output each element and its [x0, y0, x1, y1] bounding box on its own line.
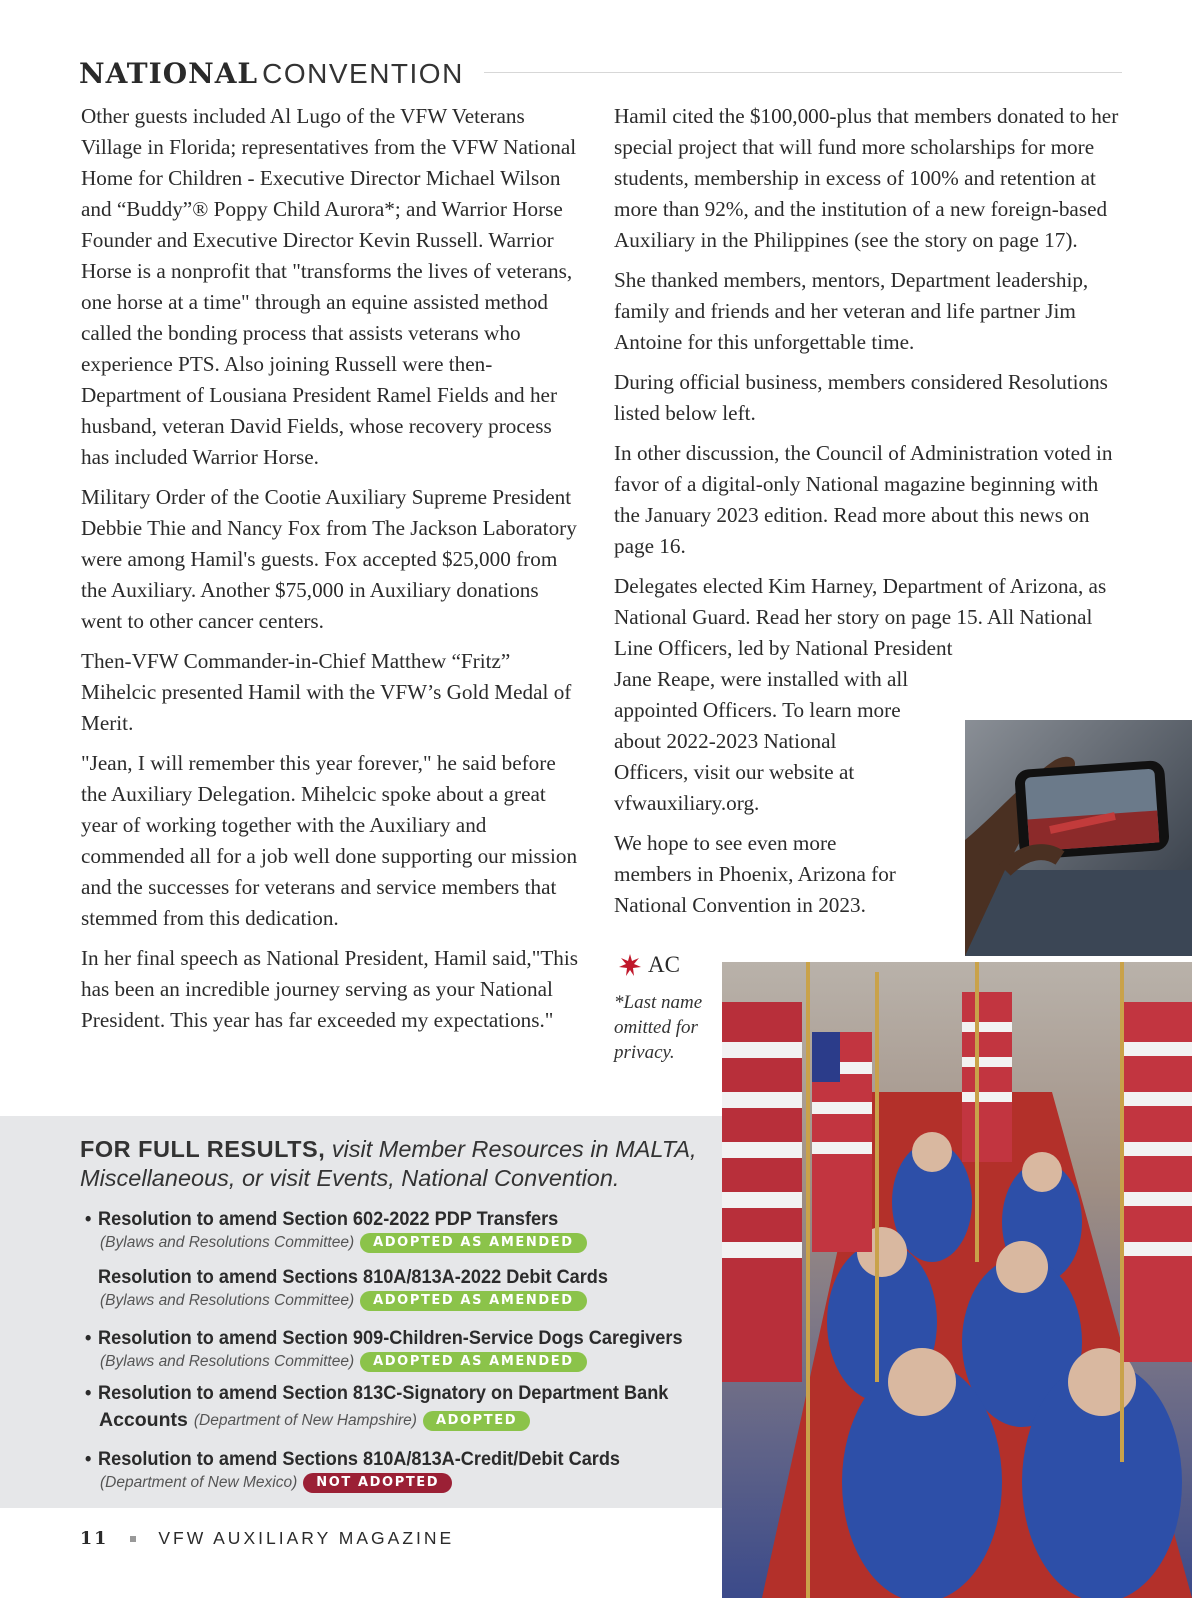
paragraph: During official business, members considered Resolutions listed below left.	[614, 370, 1108, 425]
resolution-title: • Resolution to amend Section 813C-Signatory on Department Bank	[85, 1382, 669, 1404]
resolution-item	[85, 1325, 715, 1372]
photo-flag-procession	[722, 962, 1192, 1598]
paragraph: In her final speech as National President, Hamil said,"This has been an incredible journey serving as your National President. This year has far exceeded my expectations."	[81, 946, 579, 1032]
procession-photo-illustration	[722, 962, 1192, 1598]
footnote: *Last name omitted for privacy.	[614, 992, 703, 1063]
resolution-source: (Bylaws and Resolutions Committee)	[100, 1353, 355, 1370]
closing-paragraph: We hope to see even more members in Phoenix, Arizona for National Convention in 2023.	[614, 831, 896, 917]
resolution-item	[85, 1380, 715, 1434]
page-number: 11	[80, 1528, 109, 1549]
resolution-source: (Department of New Mexico)	[100, 1474, 298, 1491]
resolution-title: • Resolution to amend Sections 810A/813A-Credit/Debit Cards	[85, 1448, 621, 1470]
resolution-meta	[100, 1233, 715, 1253]
results-heading-bold: FOR FULL RESULTS,	[80, 1136, 326, 1162]
resolution-source: (Bylaws and Resolutions Committee)	[100, 1292, 355, 1309]
paragraph: "Jean, I will remember this year forever," he said before the Auxiliary Delegation. Mihelcic spoke about a great year of working together with the Auxiliary and commended all for a job well done supporting our mission and the successes for veterans and service members that stemmed from this dedication.	[81, 751, 578, 930]
paragraph: Other guests included Al Lugo of the VFW Veterans Village in Florida; representatives from the VFW National Home for Children - Executive Director Michael Wilson and “Buddy”® Poppy Child Aurora*; and Warrior Horse Founder and Executive Director Kevin Russell. Warrior Horse is a nonprofit that "transforms the lives of veterans, one horse at a time" through an equine assisted method called the bonding process that assists veterans who experience PTS. Also joining Russell were then-Department of Lousiana President Ramel Fields and her husband, veteran David Fields, whose recovery process has included Warrior Horse.	[81, 104, 577, 469]
resolution-title: • Resolution to amend Section 602-2022 PDP Transfers	[85, 1208, 559, 1230]
paragraph: In other discussion, the Council of Administration voted in favor of a digital-only National magazine beginning with the January 2023 edition. Read more about this news on page 16.	[614, 441, 1113, 558]
status-badge: ADOPTED AS AMENDED	[360, 1233, 586, 1253]
paragraph: She thanked members, mentors, Department leadership, family and friends and her veteran and life partner Jim Antoine for this unforgettable time.	[614, 268, 1089, 354]
resolution-meta	[100, 1473, 715, 1493]
section-header	[79, 57, 1122, 97]
footer-separator	[130, 1536, 136, 1542]
phone-photo-illustration	[965, 720, 1192, 956]
signature	[618, 952, 680, 978]
resolution-item	[85, 1206, 715, 1253]
paragraph: Hamil cited the $100,000-plus that members donated to her special project that will fund more scholarships for more students, membership in excess of 100% and retention at more than 92%, and the institution of a new foreign-based Auxiliary in the Philippines (see the story on page 17).	[614, 104, 1119, 252]
photo-phone-recording	[965, 720, 1192, 956]
resolution-meta	[100, 1291, 715, 1311]
resolution-item	[85, 1264, 715, 1311]
header-title-light: CONVENTION	[262, 58, 464, 89]
header-title-bold: NATIONAL	[79, 57, 259, 90]
results-heading-italic: visit Member Resources in MALTA, Miscellaneous, or visit Events, National Convention.	[80, 1136, 697, 1191]
status-badge: ADOPTED	[423, 1411, 530, 1431]
resolution-meta	[99, 1407, 715, 1434]
resolution-item	[85, 1446, 715, 1493]
resolution-source: (Bylaws and Resolutions Committee)	[100, 1234, 355, 1251]
left-column	[81, 101, 581, 1045]
status-badge: NOT ADOPTED	[303, 1473, 452, 1493]
resolution-title-continued: Accounts	[99, 1409, 188, 1431]
status-badge: ADOPTED AS AMENDED	[360, 1352, 586, 1372]
status-badge: ADOPTED AS AMENDED	[360, 1291, 586, 1311]
paragraph-narrow: Jane Reape, were installed with all appointed Officers. To learn more about 2022-2023 National Officers, visit our website at vfwauxiliary.org.	[614, 667, 909, 815]
resolution-source: (Department of New Hampshire)	[193, 1411, 417, 1429]
paragraph: Military Order of the Cootie Auxiliary Supreme President Debbie Thie and Nancy Fox from The Jackson Laboratory were among Hamil's guests. Fox accepted $25,000 from the Auxiliary. Another $75,000 in Auxiliary donations went to other cancer centers.	[81, 485, 577, 633]
magazine-name: VFW AUXILIARY MAGAZINE	[158, 1528, 455, 1548]
resolution-title: • Resolution to amend Section 909-Children-Service Dogs Caregivers	[85, 1327, 683, 1349]
paragraph: Delegates elected Kim Harney, Department of Arizona, as National Guard. Read her story on page 15. All National Line Officers, led by National President	[614, 574, 1107, 660]
page-footer	[80, 1528, 454, 1549]
maple-star-icon	[618, 953, 642, 977]
paragraph: Then-VFW Commander-in-Chief Matthew “Fritz” Mihelcic presented Hamil with the VFW’s Gold Medal of Merit.	[81, 649, 572, 735]
header-rule	[484, 72, 1122, 73]
results-heading	[80, 1135, 710, 1193]
signature-initials: AC	[648, 952, 680, 977]
resolution-title: Resolution to amend Sections 810A/813A-2022 Debit Cards	[98, 1266, 608, 1288]
resolution-meta	[100, 1352, 715, 1372]
